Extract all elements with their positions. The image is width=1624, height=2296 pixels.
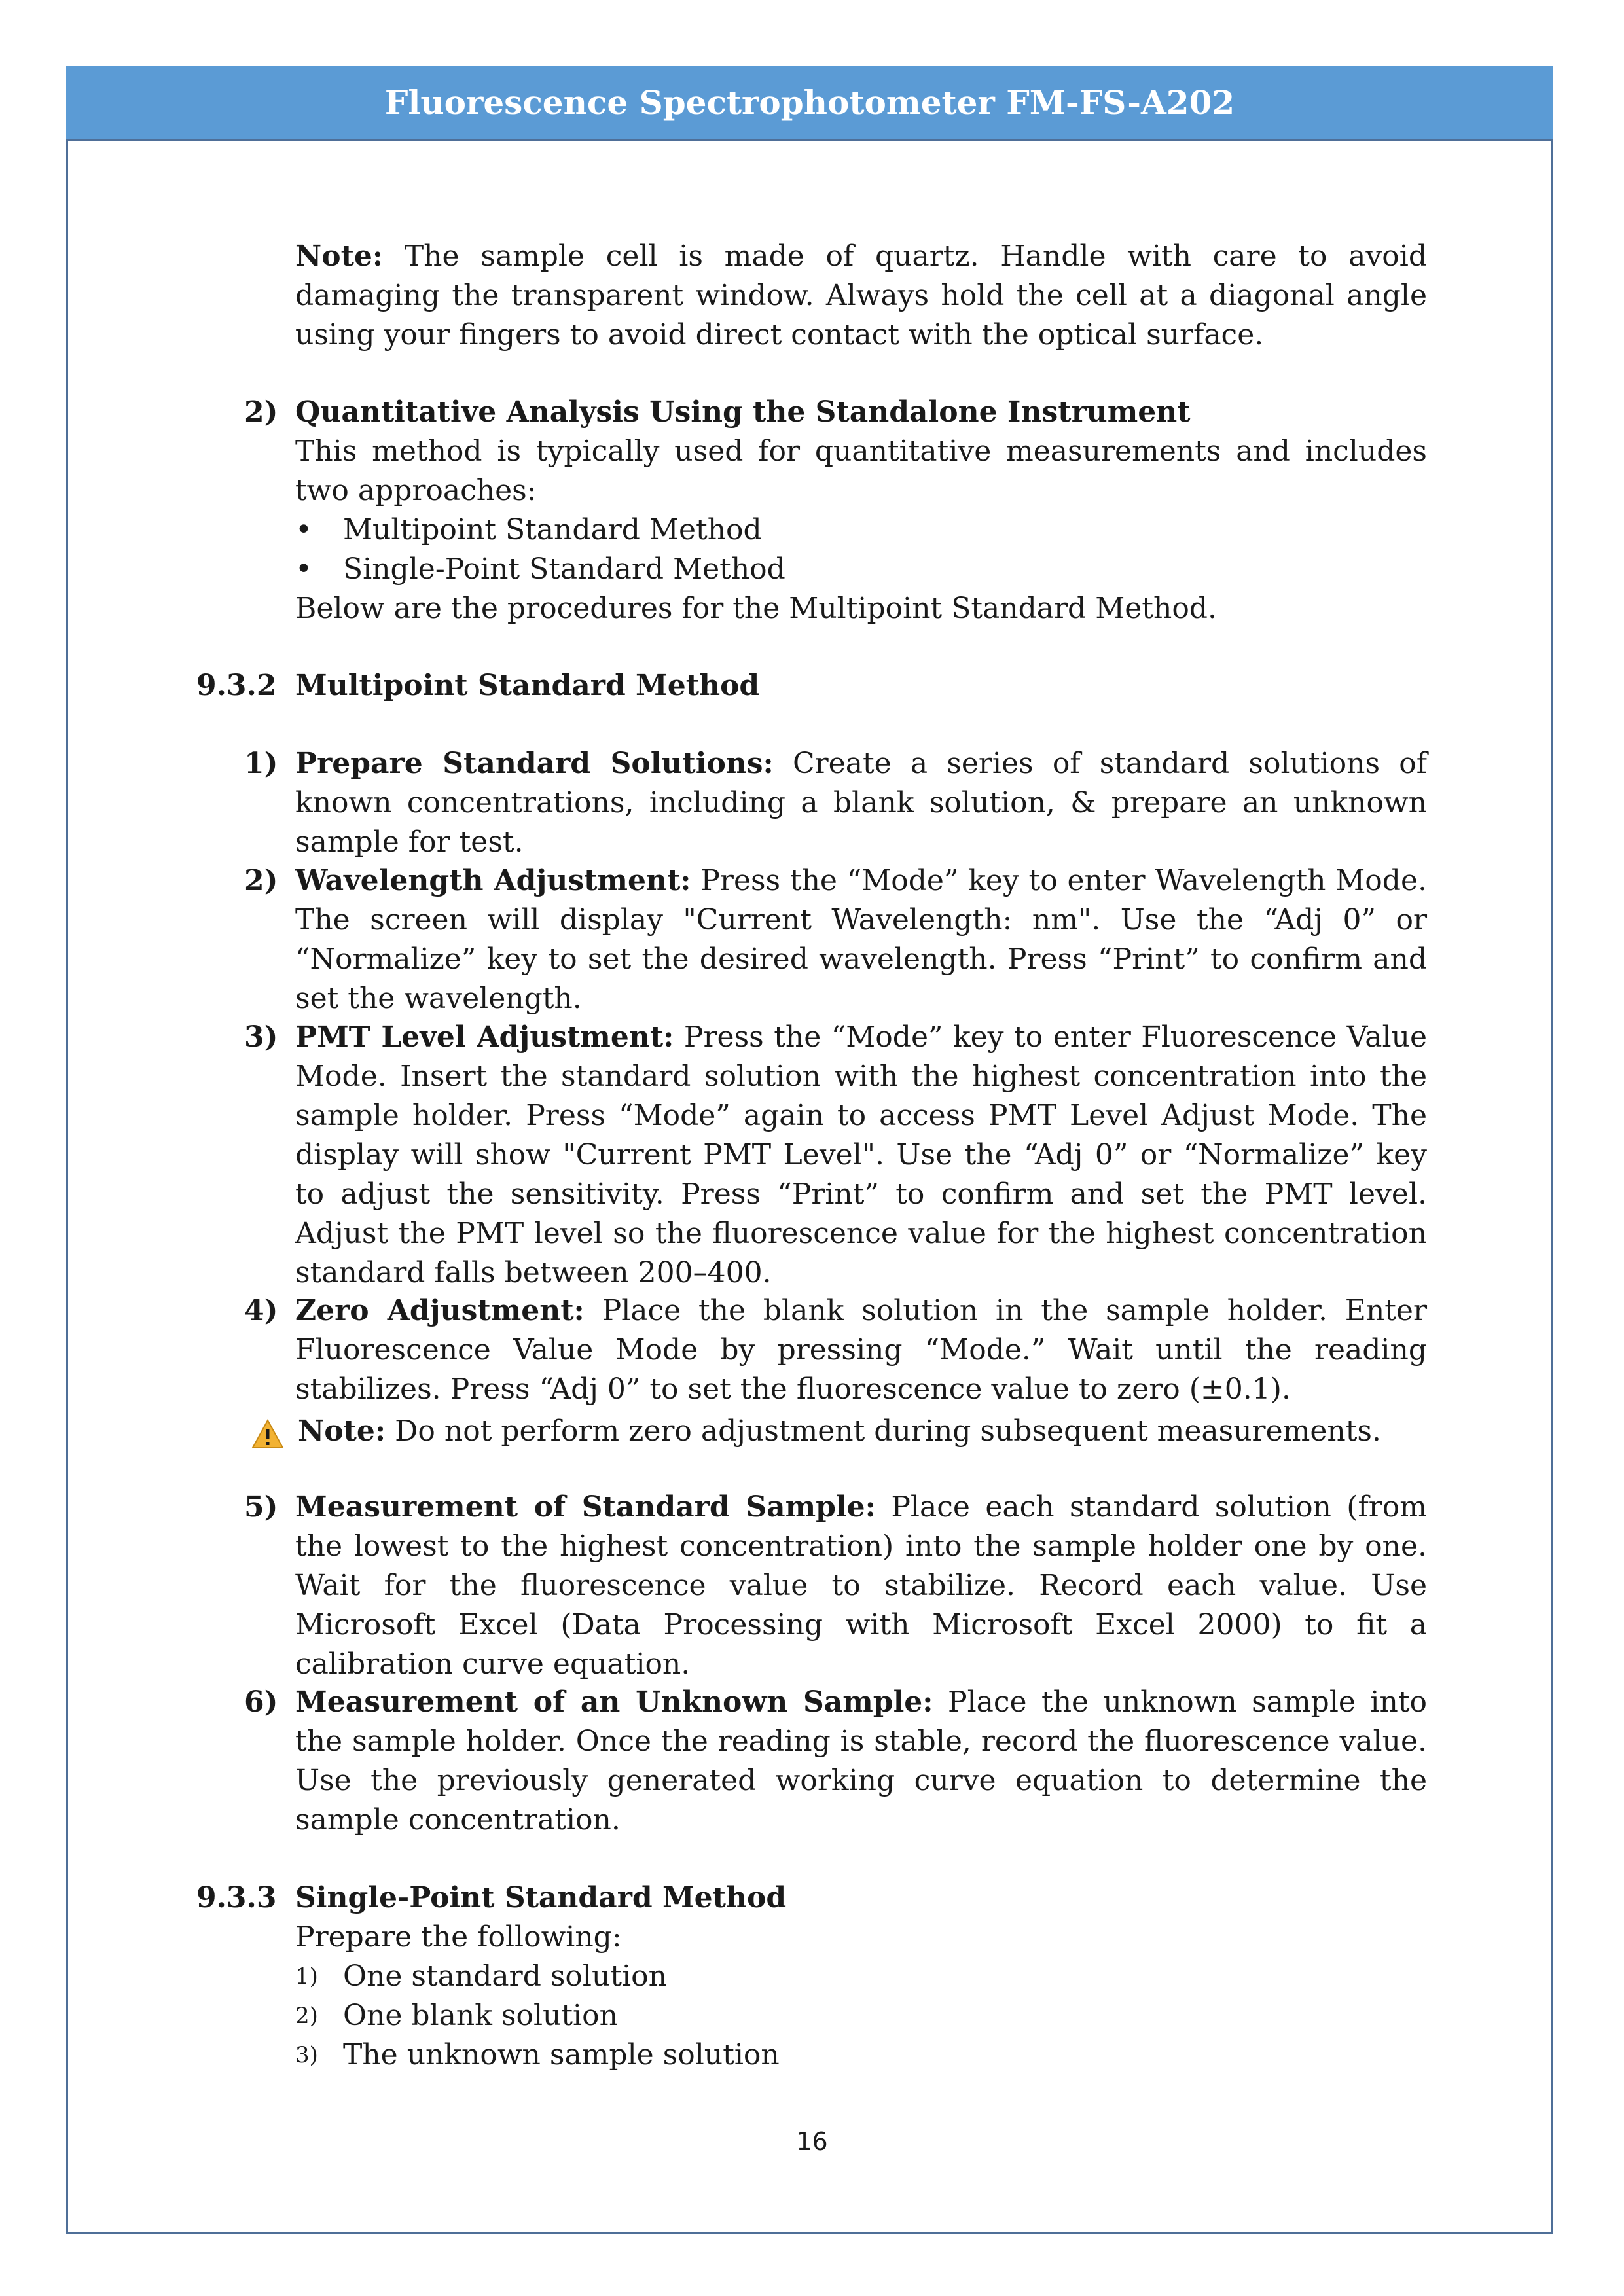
step-label: Wavelength Adjustment: bbox=[295, 864, 691, 897]
step-number: 4) bbox=[244, 1294, 278, 1327]
step-label: Measurement of Standard Sample: bbox=[295, 1490, 876, 1524]
step-number: 6) bbox=[244, 1685, 278, 1719]
step-pmt-level bbox=[295, 1018, 1427, 1293]
item2-number: 2) bbox=[244, 395, 278, 429]
page-number: 16 bbox=[796, 2127, 828, 2156]
step-number: 2) bbox=[244, 864, 278, 897]
section-title: Multipoint Standard Method bbox=[295, 669, 760, 702]
step-number: 1) bbox=[244, 747, 278, 780]
item2-intro: This method is typically used for quantitative measurements and includes two approaches: bbox=[295, 435, 1427, 507]
warning-note bbox=[298, 1412, 1427, 1451]
list-number: 2) bbox=[295, 2003, 318, 2029]
bullet-item-single-point: Single-Point Standard Method bbox=[343, 552, 785, 586]
section-number: 9.3.2 bbox=[196, 669, 277, 702]
list-number: 1) bbox=[295, 1964, 318, 1990]
bullet-marker: • bbox=[295, 552, 312, 586]
step-label: Measurement of an Unknown Sample: bbox=[295, 1685, 933, 1719]
list-number: 3) bbox=[295, 2042, 318, 2068]
step-text: Create a series of standard solutions of known concentrations, including a blank solution, & prepare an unknown sample for test. bbox=[295, 747, 1428, 859]
step-number: 5) bbox=[244, 1490, 278, 1524]
note-label: Note: bbox=[295, 240, 384, 273]
item2-title: Quantitative Analysis Using the Standalone Instrument bbox=[295, 395, 1191, 429]
step-unknown-sample bbox=[295, 1683, 1427, 1840]
list-item: The unknown sample solution bbox=[343, 2038, 780, 2072]
warning-note-label: Note: bbox=[298, 1414, 386, 1448]
step-label: Zero Adjustment: bbox=[295, 1294, 585, 1327]
step-prepare-standard bbox=[295, 744, 1427, 862]
warning-icon bbox=[251, 1419, 284, 1449]
bullet-item-multipoint: Multipoint Standard Method bbox=[343, 513, 762, 547]
step-zero-adjustment bbox=[295, 1291, 1427, 1409]
warning-note-text: Do not perform zero adjustment during subsequent measurements. bbox=[386, 1414, 1381, 1448]
step-text: Place the unknown sample into the sample holder. Once the reading is stable, record the fluorescence value. Use the previously generated working curve equation to determine the sample concentration. bbox=[295, 1685, 1427, 1837]
item2-closing: Below are the procedures for the Multipoint Standard Method. bbox=[295, 592, 1217, 625]
section-title: Single-Point Standard Method bbox=[295, 1881, 787, 1914]
document-header bbox=[66, 66, 1553, 141]
bullet-marker: • bbox=[295, 513, 312, 547]
step-label: Prepare Standard Solutions: bbox=[295, 747, 774, 780]
step-text: Press the “Mode” key to enter Wavelength Mode. The screen will display "Current Wavelength: nm". Use the “Adj 0” or “Normalize” key to set the desired wavelength. Press “Print” to confirm and set the wavelength. bbox=[295, 864, 1427, 1015]
list-item: One standard solution bbox=[343, 1960, 667, 1993]
section-intro: Prepare the following: bbox=[295, 1920, 622, 1954]
note-text: The sample cell is made of quartz. Handle with care to avoid damaging the transparent window. Always hold the cell at a diagonal angle using your fingers to avoid direct contact with the optical surface. bbox=[295, 240, 1427, 351]
step-label: PMT Level Adjustment: bbox=[295, 1020, 674, 1054]
step-text: Place each standard solution (from the lowest to the highest concentration) into the sample holder one by one. Wait for the fluorescence value to stabilize. Record each value. Use Microsoft Excel (Data Processing with Microsoft Excel 2000) to fit a calibration curve equation. bbox=[295, 1490, 1427, 1681]
step-text: Place the blank solution in the sample holder. Enter Fluorescence Value Mode by pressing “Mode.” Wait until the reading stabilizes. Press “Adj 0” to set the fluorescence value to zero (±0.1). bbox=[295, 1294, 1427, 1406]
step-text: Press the “Mode” key to enter Fluorescence Value Mode. Insert the standard solution with the highest concentration into the sample holder. Press “Mode” again to access PMT Level Adjust Mode. The display will show "Current PMT Level". Use the “Adj 0” or “Normalize” key to adjust the sensitivity. Press “Print” to confirm and set the PMT level. Adjust the PMT level so the fluorescence value for the highest concentration standard falls between 200–400. bbox=[295, 1020, 1427, 1289]
step-wavelength bbox=[295, 861, 1427, 1018]
step-number: 3) bbox=[244, 1020, 278, 1054]
step-standard-sample bbox=[295, 1488, 1427, 1684]
section-number: 9.3.3 bbox=[196, 1881, 277, 1914]
list-item: One blank solution bbox=[343, 1999, 618, 2032]
note-quartz bbox=[295, 237, 1427, 355]
header-title: Fluorescence Spectrophotometer FM-FS-A202 bbox=[384, 83, 1235, 122]
